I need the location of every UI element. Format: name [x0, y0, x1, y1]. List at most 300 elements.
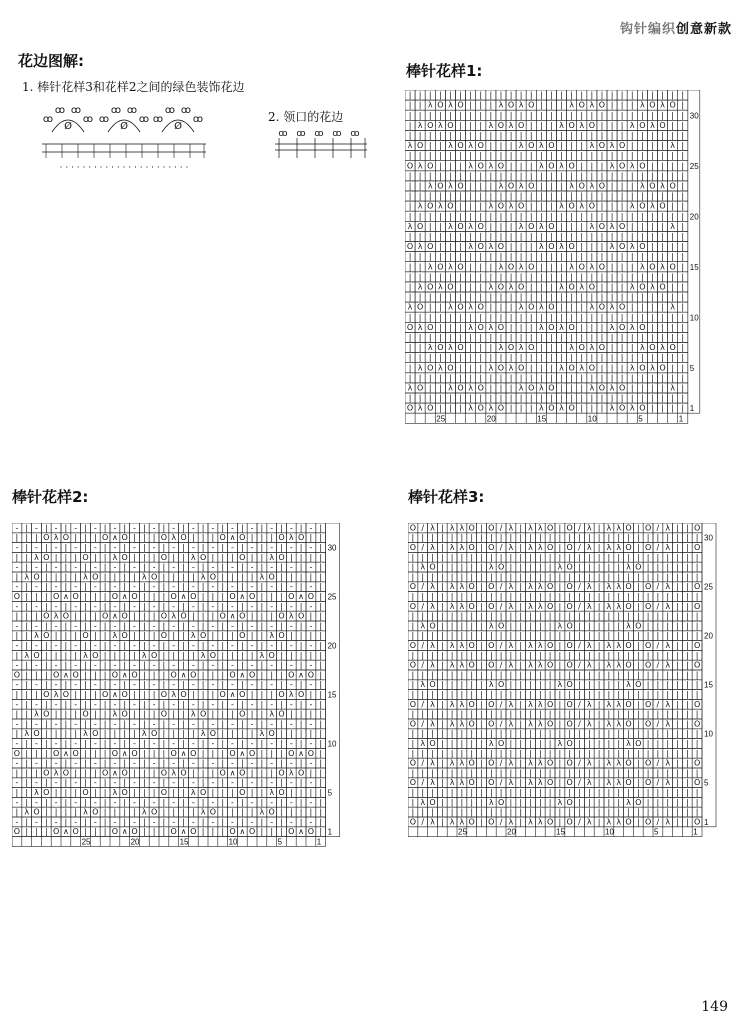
stitch-symbol: | — [84, 660, 87, 670]
stitch-symbol: λ — [569, 181, 575, 191]
stitch-symbol: λ — [83, 650, 88, 660]
stitch-symbol: | — [600, 161, 604, 171]
stitch-symbol: | — [617, 680, 621, 690]
stitch-symbol: λ — [488, 621, 494, 631]
stitch-symbol: - — [250, 758, 254, 768]
stitch-symbol: - — [133, 758, 136, 768]
stitch-symbol: | — [440, 650, 444, 660]
stitch-symbol: | — [142, 699, 146, 709]
stitch-symbol: - — [93, 699, 97, 709]
stitch-symbol: ∧ — [229, 690, 236, 699]
stitch-symbol: O — [43, 552, 50, 562]
stitch-symbol: | — [681, 292, 685, 302]
stitch-symbol: | — [636, 582, 640, 592]
stitch-symbol: | — [479, 332, 483, 342]
stitch-symbol: | — [162, 572, 166, 582]
column-number: 25 — [81, 837, 91, 847]
stitch-symbol: O — [131, 827, 138, 837]
stitch-symbol: O — [297, 533, 305, 543]
stitch-symbol: | — [25, 797, 29, 807]
stitch-symbol: | — [610, 363, 614, 373]
stitch-symbol: | — [440, 572, 444, 582]
stitch-symbol: | — [685, 533, 689, 543]
stitch-symbol: | — [459, 151, 462, 161]
stitch-symbol: O — [180, 611, 187, 621]
stitch-symbol: | — [74, 709, 78, 719]
stitch-symbol: | — [182, 660, 185, 670]
stitch-symbol: | — [299, 788, 303, 797]
stitch-symbol: | — [519, 660, 523, 670]
stitch-symbol: | — [607, 621, 611, 631]
stitch-symbol: | — [529, 130, 533, 140]
stitch-symbol: | — [479, 292, 483, 302]
chart2 — [12, 523, 342, 861]
stitch-symbol: - — [231, 797, 234, 807]
stitch-symbol: λ — [589, 262, 595, 272]
stitch-symbol: - — [231, 562, 234, 572]
stitch-symbol: | — [25, 601, 29, 611]
stitch-symbol: | — [661, 211, 664, 221]
stitch-symbol: O — [209, 650, 217, 660]
stitch-symbol: | — [280, 562, 283, 572]
stitch-symbol: | — [681, 161, 685, 171]
stitch-symbol: O — [477, 242, 484, 252]
stitch-symbol: - — [74, 817, 78, 827]
stitch-symbol: - — [231, 621, 234, 631]
stitch-symbol: | — [681, 332, 685, 342]
stitch-symbol: | — [103, 817, 107, 827]
stitch-symbol: | — [685, 582, 689, 592]
stitch-symbol: O — [307, 748, 315, 758]
stitch-symbol: O — [639, 282, 646, 292]
stitch-symbol: | — [421, 533, 425, 543]
stitch-symbol: | — [617, 592, 621, 601]
stitch-symbol: | — [408, 201, 412, 211]
stitch-symbol: | — [299, 582, 303, 592]
stitch-symbol: | — [93, 611, 97, 621]
row-number: 15 — [689, 262, 699, 272]
stitch-symbol: λ — [579, 282, 585, 292]
stitch-symbol: λ — [586, 582, 592, 592]
stitch-symbol: | — [418, 90, 422, 100]
stitch-symbol: O — [639, 161, 646, 171]
stitch-symbol: | — [162, 748, 166, 758]
stitch-symbol: | — [459, 373, 462, 383]
stitch-symbol: | — [550, 171, 553, 181]
stitch-symbol: | — [84, 827, 87, 837]
stitch-symbol: O — [457, 383, 464, 393]
stitch-symbol: | — [630, 181, 634, 191]
stitch-symbol: ∧ — [239, 670, 246, 680]
stitch-symbol: | — [84, 611, 87, 621]
stitch-symbol: | — [620, 181, 624, 191]
stitch-symbol: λ — [557, 680, 563, 690]
stitch-symbol: λ — [269, 552, 275, 562]
stitch-symbol: O — [566, 660, 573, 670]
stitch-symbol: | — [201, 719, 205, 729]
stitch-symbol: | — [84, 778, 87, 788]
stitch-symbol: λ — [288, 690, 294, 699]
stitch-symbol: | — [620, 231, 624, 241]
stitch-symbol: | — [319, 572, 323, 582]
stitch-symbol: | — [630, 90, 634, 100]
stitch-symbol: λ — [468, 302, 474, 312]
stitch-symbol: | — [560, 221, 563, 231]
stitch-symbol: | — [428, 272, 432, 282]
stitch-symbol: | — [519, 403, 523, 413]
stitch-symbol: | — [550, 252, 553, 262]
stitch-symbol: | — [133, 768, 136, 778]
stitch-symbol: O — [619, 403, 626, 413]
stitch-symbol: | — [671, 272, 675, 282]
stitch-symbol: | — [142, 670, 146, 680]
stitch-symbol: | — [270, 670, 274, 680]
stitch-symbol: O — [528, 262, 535, 272]
stitch-symbol: O — [659, 282, 666, 292]
stitch-symbol: | — [617, 670, 621, 680]
stitch-symbol: | — [123, 582, 127, 592]
stitch-symbol: | — [578, 631, 581, 641]
stitch-symbol: | — [529, 292, 533, 302]
stitch-symbol: | — [260, 699, 264, 709]
stitch-symbol: O — [566, 641, 573, 650]
stitch-symbol: - — [289, 601, 293, 611]
stitch-symbol: | — [600, 231, 604, 241]
stitch-symbol: | — [607, 670, 611, 680]
stitch-symbol: | — [636, 572, 640, 582]
stitch-symbol: | — [289, 807, 293, 817]
stitch-symbol: - — [250, 719, 254, 729]
stitch-symbol: | — [152, 748, 156, 758]
stitch-symbol: | — [469, 110, 473, 120]
stitch-symbol: | — [651, 373, 654, 383]
stitch-symbol: O — [92, 807, 99, 817]
stitch-symbol: - — [133, 739, 136, 748]
stitch-symbol: λ — [609, 242, 615, 252]
stitch-symbol: - — [113, 680, 117, 690]
stitch-symbol: | — [123, 817, 127, 827]
stitch-symbol: O — [528, 141, 535, 151]
stitch-symbol: | — [431, 670, 434, 680]
stitch-symbol: | — [221, 601, 225, 611]
stitch-symbol: - — [35, 641, 38, 650]
stitch-symbol: | — [459, 211, 462, 221]
stitch-symbol: | — [84, 719, 87, 729]
stitch-symbol: | — [152, 690, 156, 699]
stitch-symbol: | — [182, 572, 185, 582]
stitch-symbol: | — [440, 562, 444, 572]
stitch-symbol: | — [411, 533, 415, 543]
stitch-symbol: | — [560, 343, 563, 353]
stitch-symbol: | — [560, 141, 563, 151]
stitch-symbol: | — [610, 211, 614, 221]
stitch-symbol: | — [661, 373, 664, 383]
stitch-symbol: | — [113, 650, 117, 660]
stitch-symbol: O — [160, 709, 168, 719]
stitch-symbol: | — [123, 650, 127, 660]
stitch-symbol: | — [636, 660, 640, 670]
stitch-symbol: O — [639, 242, 646, 252]
stitch-symbol: | — [142, 592, 146, 601]
stitch-symbol: | — [221, 827, 225, 837]
stitch-symbol: | — [93, 690, 97, 699]
stitch-symbol: | — [620, 201, 624, 211]
stitch-symbol: | — [221, 788, 225, 797]
stitch-symbol: | — [607, 611, 611, 621]
stitch-symbol: | — [489, 181, 493, 191]
stitch-symbol: | — [123, 758, 127, 768]
stitch-symbol: | — [191, 533, 195, 543]
stitch-symbol: | — [600, 90, 604, 100]
stitch-symbol: - — [113, 543, 117, 552]
stitch-symbol: ∧ — [229, 611, 236, 621]
stitch-symbol: | — [480, 690, 483, 699]
stitch-symbol: | — [509, 353, 513, 363]
stitch-symbol: | — [408, 363, 412, 373]
stitch-symbol: | — [428, 252, 432, 262]
stitch-symbol: | — [656, 552, 660, 562]
stitch-symbol: ∧ — [229, 533, 236, 543]
stitch-symbol: λ — [437, 282, 443, 292]
stitch-symbol: | — [408, 100, 412, 110]
stitch-symbol: | — [676, 641, 679, 650]
stitch-symbol: | — [35, 670, 38, 680]
stitch-symbol: | — [676, 582, 679, 592]
stitch-symbol: O — [639, 322, 646, 332]
stitch-symbol: O — [619, 161, 626, 171]
stitch-symbol: | — [651, 383, 654, 393]
stitch-symbol: O — [278, 611, 285, 621]
stitch-symbol: O — [409, 543, 417, 552]
stitch-symbol: O — [239, 709, 246, 719]
stitch-symbol: | — [651, 130, 654, 140]
stitch-symbol: | — [681, 211, 685, 221]
stitch-symbol: O — [248, 670, 256, 680]
stitch-symbol: | — [570, 221, 574, 231]
stitch-symbol: | — [570, 252, 574, 262]
stitch-symbol: - — [15, 543, 19, 552]
stitch-symbol: λ — [518, 181, 524, 191]
stitch-symbol: | — [519, 680, 523, 690]
stitch-symbol: | — [509, 312, 513, 322]
stitch-symbol: | — [479, 130, 483, 140]
stitch-symbol: λ — [171, 690, 177, 699]
stitch-symbol: | — [607, 592, 611, 601]
stitch-symbol: O — [199, 709, 207, 719]
stitch-symbol: | — [646, 533, 650, 543]
stitch-symbol: | — [133, 552, 136, 562]
stitch-symbol: λ — [448, 302, 453, 312]
stitch-symbol: | — [509, 690, 513, 699]
stitch-symbol: | — [289, 788, 293, 797]
stitch-symbol: | — [538, 670, 542, 680]
stitch-symbol: O — [190, 748, 197, 758]
stitch-symbol: | — [570, 332, 574, 342]
stitch-symbol: - — [172, 680, 176, 690]
stitch-symbol: | — [568, 631, 572, 641]
stitch-symbol: λ — [537, 582, 543, 592]
stitch-symbol: | — [538, 680, 542, 690]
stitch-symbol: | — [221, 709, 225, 719]
stitch-symbol: - — [15, 778, 19, 788]
stitch-symbol: | — [25, 768, 29, 778]
stitch-symbol: | — [15, 768, 19, 778]
stitch-symbol: | — [299, 621, 303, 631]
stitch-symbol: | — [44, 641, 48, 650]
stitch-symbol: | — [162, 601, 166, 611]
stitch-symbol: | — [35, 690, 38, 699]
stitch-symbol: | — [529, 611, 532, 621]
stitch-symbol: O — [219, 611, 226, 621]
stitch-symbol: λ — [53, 611, 59, 621]
stitch-symbol: | — [221, 758, 225, 768]
stitch-symbol: | — [280, 621, 283, 631]
stitch-symbol: | — [113, 572, 117, 582]
stitch-symbol: | — [182, 543, 185, 552]
stitch-symbol: O — [578, 100, 585, 110]
stitch-symbol: O — [477, 141, 484, 151]
stitch-symbol: | — [578, 611, 581, 621]
stitch-symbol: O — [248, 748, 256, 758]
stitch-symbol: | — [489, 670, 493, 680]
stitch-symbol: | — [499, 373, 503, 383]
stitch-symbol: | — [142, 601, 146, 611]
stitch-symbol: - — [289, 817, 293, 827]
stitch-symbol: | — [35, 748, 38, 758]
stitch-symbol: - — [15, 758, 19, 768]
stitch-symbol: - — [191, 758, 195, 768]
stitch-symbol: | — [685, 680, 689, 690]
stitch-symbol: | — [600, 201, 604, 211]
stitch-symbol: O — [199, 788, 207, 797]
stitch-symbol: | — [221, 739, 225, 748]
stitch-symbol: | — [231, 729, 234, 739]
stitch-symbol: | — [685, 670, 689, 680]
stitch-symbol: λ — [559, 403, 564, 413]
stitch-symbol: | — [469, 373, 473, 383]
stitch-symbol: | — [529, 201, 533, 211]
stitch-symbol: O — [92, 572, 99, 582]
stitch-symbol: | — [182, 699, 185, 709]
stitch-symbol: - — [113, 601, 117, 611]
stitch-symbol: λ — [430, 601, 435, 611]
stitch-symbol: λ — [537, 641, 543, 650]
stitch-symbol: - — [54, 543, 58, 552]
stitch-symbol: | — [499, 572, 503, 582]
stitch-symbol: | — [44, 523, 48, 533]
stitch-symbol: | — [529, 373, 533, 383]
stitch-symbol: O — [288, 827, 295, 837]
stitch-symbol: | — [568, 572, 572, 582]
stitch-symbol: | — [539, 90, 543, 100]
stitch-symbol: | — [299, 562, 303, 572]
stitch-symbol: λ — [112, 552, 118, 562]
stitch-symbol: | — [529, 631, 532, 641]
stitch-symbol: | — [162, 523, 166, 533]
stitch-symbol: | — [509, 90, 513, 100]
stitch-symbol: | — [578, 592, 581, 601]
stitch-symbol: | — [142, 739, 146, 748]
stitch-symbol: | — [172, 788, 176, 797]
stitch-symbol: | — [681, 322, 685, 332]
stitch-symbol: | — [489, 171, 493, 181]
stitch-symbol: | — [418, 211, 422, 221]
stitch-symbol: λ — [518, 221, 524, 231]
stitch-symbol: | — [260, 797, 264, 807]
stitch-symbol: O — [693, 660, 701, 670]
stitch-symbol: | — [260, 592, 264, 601]
stitch-symbol: | — [460, 680, 464, 690]
stitch-symbol: | — [671, 322, 675, 332]
stitch-symbol: | — [74, 690, 78, 699]
stitch-symbol: - — [231, 699, 234, 709]
stitch-symbol: λ — [537, 660, 543, 670]
stitch-symbol: | — [408, 312, 412, 322]
stitch-symbol: | — [610, 292, 614, 302]
stitch-symbol: | — [499, 130, 503, 140]
stitch-symbol: | — [550, 151, 553, 161]
stitch-symbol: | — [499, 533, 503, 543]
stitch-symbol: | — [671, 110, 675, 120]
column-number: 10 — [587, 414, 597, 424]
stitch-symbol: - — [74, 699, 78, 709]
stitch-symbol: | — [539, 373, 543, 383]
stitch-symbol: | — [681, 312, 685, 322]
stitch-symbol: - — [211, 562, 215, 572]
stitch-symbol: λ — [141, 729, 147, 739]
stitch-symbol: | — [470, 631, 474, 641]
stitch-symbol: | — [142, 562, 146, 572]
stitch-symbol: | — [280, 680, 283, 690]
column-number: 1 — [678, 414, 684, 424]
stitch-symbol: O — [644, 641, 652, 650]
stitch-symbol: λ — [24, 729, 30, 739]
stitch-symbol: | — [84, 562, 87, 572]
stitch-symbol: λ — [616, 660, 622, 670]
stitch-symbol: | — [489, 611, 493, 621]
stitch-symbol: | — [309, 533, 313, 543]
stitch-symbol: | — [428, 302, 432, 312]
stitch-symbol: | — [480, 552, 483, 562]
stitch-symbol: | — [182, 807, 185, 817]
stitch-symbol: / — [421, 601, 425, 611]
stitch-symbol: - — [211, 543, 215, 552]
stitch-symbol: | — [408, 262, 412, 272]
stitch-symbol: | — [671, 161, 675, 171]
stitch-symbol: | — [240, 523, 244, 533]
stitch-symbol: | — [162, 817, 166, 827]
chart3-title: 棒针花样3: — [408, 488, 485, 506]
stitch-symbol: | — [685, 660, 689, 670]
stitch-symbol: - — [152, 797, 156, 807]
stitch-symbol: O — [528, 181, 535, 191]
stitch-symbol: O — [72, 827, 79, 837]
stitch-symbol: | — [25, 739, 29, 748]
stitch-symbol: O — [160, 552, 168, 562]
stitch-symbol: | — [685, 601, 689, 611]
stitch-symbol: λ — [417, 120, 423, 130]
stitch-symbol: | — [280, 650, 283, 660]
stitch-symbol: | — [671, 282, 675, 292]
stitch-symbol: | — [651, 141, 654, 151]
stitch-symbol: - — [289, 562, 293, 572]
stitch-symbol: | — [640, 211, 644, 221]
stitch-symbol: | — [64, 758, 68, 768]
stitch-symbol: | — [519, 650, 523, 660]
stitch-symbol: | — [84, 601, 87, 611]
stitch-symbol: | — [93, 533, 97, 543]
stitch-symbol: O — [566, 680, 573, 690]
